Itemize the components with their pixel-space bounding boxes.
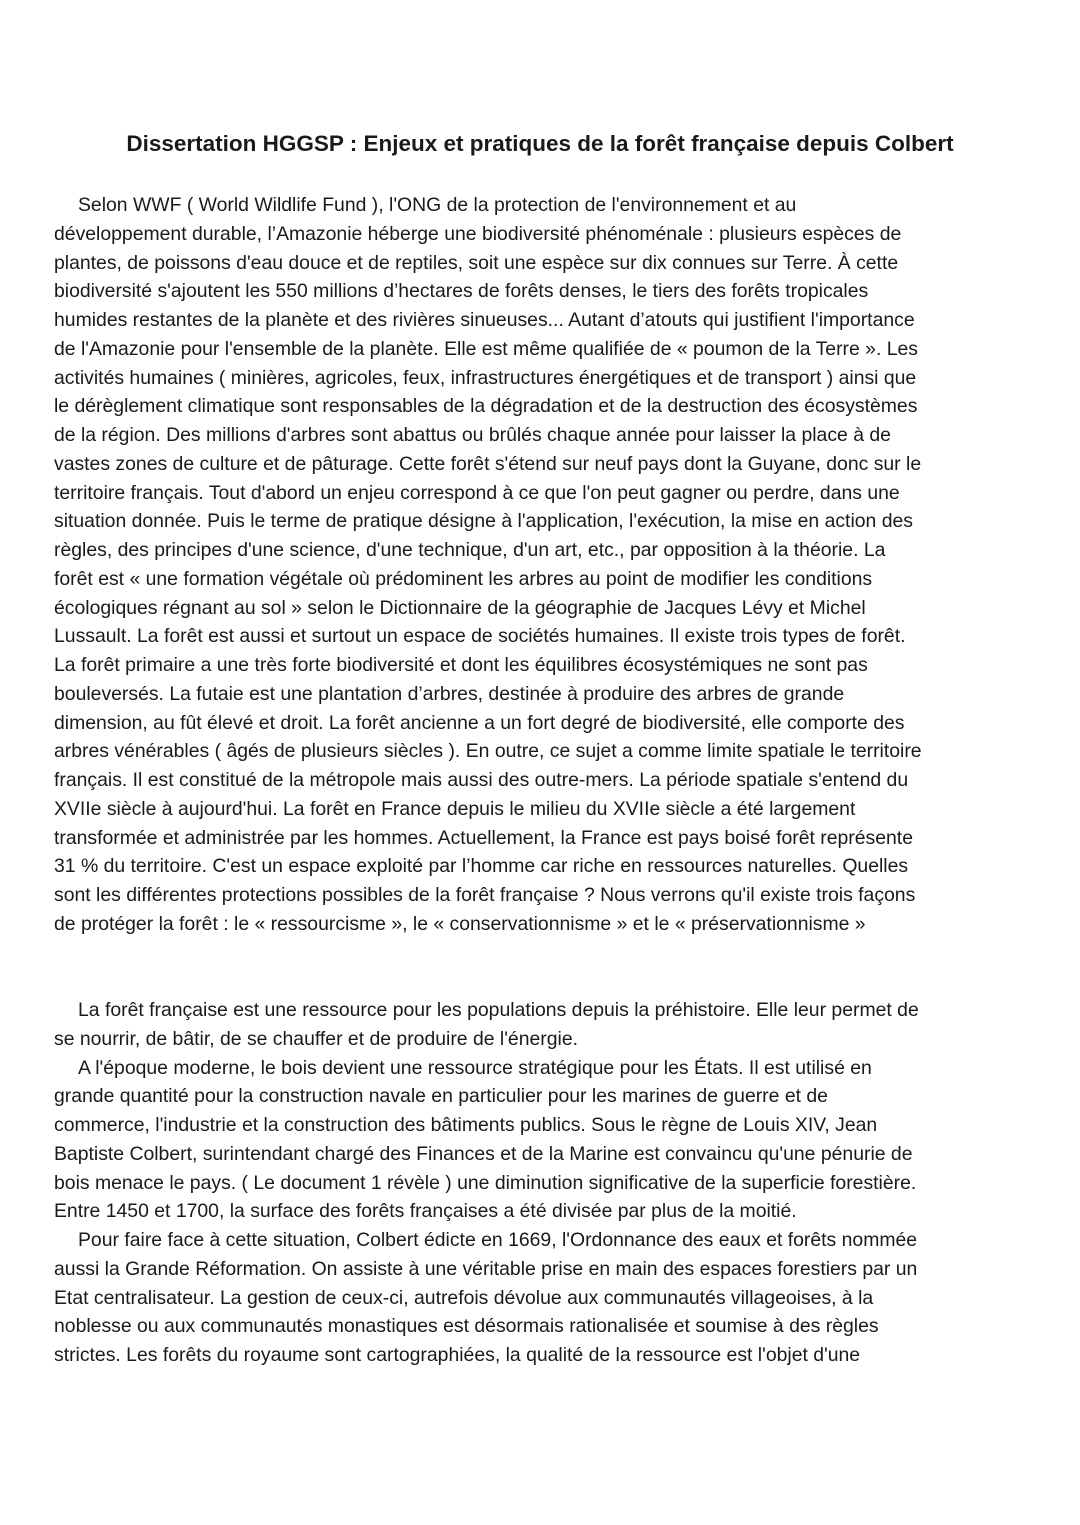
text-line: Entre 1450 et 1700, la surface des forêts françaises a été divisée par plus de la moitié. bbox=[54, 1200, 797, 1222]
text-line: le dérèglement climatique sont responsables de la dégradation et de la destruction des écosystèmes bbox=[54, 395, 918, 417]
text-line: A l'époque moderne, le bois devient une ressource stratégique pour les États. Il est utilisé en bbox=[78, 1057, 872, 1079]
text-line: bouleversés. La futaie est une plantation d’arbres, destinée à produire des arbres de grande bbox=[54, 683, 845, 705]
text-line: sont les différentes protections possibles de la forêt française ? Nous verrons qu'il existe trois façons bbox=[54, 884, 916, 906]
text-line: forêt est « une formation végétale où prédominent les arbres au point de modifier les conditions bbox=[54, 568, 873, 590]
text-line: activités humaines ( minières, agricoles, feux, infrastructures énergétiques et de transport ) ainsi que bbox=[54, 367, 917, 389]
text-line: transformée et administrée par les hommes. Actuellement, la France est pays boisé forêt représente bbox=[54, 827, 913, 849]
text-line: Baptiste Colbert, surintendant chargé des Finances et de la Marine est convaincu qu'une pénurie de bbox=[54, 1143, 913, 1165]
text-line: arbres vénérables ( âgés de plusieurs siècles ). En outre, ce sujet a comme limite spatiale le territoire bbox=[54, 740, 922, 762]
text-line: Selon WWF ( World Wildlife Fund ), l'ONG de la protection de l'environnement et au bbox=[78, 194, 797, 216]
text-line: territoire français. Tout d'abord un enjeu correspond à ce que l'on peut gagner ou perdre, dans une bbox=[54, 482, 900, 504]
document-title: Dissertation HGGSP : Enjeux et pratiques de la forêt française depuis Colbert bbox=[126, 131, 954, 156]
text-line: se nourrir, de bâtir, de se chauffer et de produire de l'énergie. bbox=[54, 1028, 578, 1050]
text-line: 31 % du territoire. C'est un espace exploité par l’homme car riche en ressources naturelles. Quelles bbox=[54, 855, 909, 877]
text-line: XVIIe siècle à aujourd'hui. La forêt en France depuis le milieu du XVIIe siècle a été largement bbox=[54, 798, 856, 820]
text-line: dimension, au fût élevé et droit. La forêt ancienne a un fort degré de biodiversité, elle comporte des bbox=[54, 712, 905, 734]
text-line: de protéger la forêt : le « ressourcisme », le « conservationnisme » et le « préservationnisme » bbox=[54, 913, 866, 935]
text-line: situation donnée. Puis le terme de pratique désigne à l'application, l'exécution, la mise en action des bbox=[54, 510, 913, 532]
text-line: bois menace le pays. ( Le document 1 révèle ) une diminution significative de la superficie forestière. bbox=[54, 1172, 917, 1194]
text-line: commerce, l'industrie et la construction des bâtiments publics. Sous le règne de Louis XIV, Jean bbox=[54, 1114, 878, 1136]
text-line: noblesse ou aux communautés monastiques est désormais rationalisée et soumise à des règles bbox=[54, 1315, 879, 1337]
text-line: Pour faire face à cette situation, Colbert édicte en 1669, l'Ordonnance des eaux et forêts nommée bbox=[78, 1229, 918, 1251]
text-line: aussi la Grande Réformation. On assiste à une véritable prise en main des espaces forestiers par un bbox=[54, 1258, 918, 1280]
text-line: La forêt primaire a une très forte biodiversité et dont les équilibres écosystémiques ne sont pas bbox=[54, 654, 868, 676]
text-line: Etat centralisateur. La gestion de ceux-ci, autrefois dévolue aux communautés villageoises, à la bbox=[54, 1287, 874, 1309]
text-line: écologiques régnant au sol » selon le Dictionnaire de la géographie de Jacques Lévy et Michel bbox=[54, 597, 866, 619]
text-line: biodiversité s'ajoutent les 550 millions d’hectares de forêts denses, le tiers des forêts tropicales bbox=[54, 280, 869, 302]
text-line: de l'Amazonie pour l'ensemble de la planète. Elle est même qualifiée de « poumon de la Terre ». Les bbox=[54, 338, 918, 360]
text-line: français. Il est constitué de la métropole mais aussi des outre-mers. La période spatiale s'entend du bbox=[54, 769, 909, 791]
text-line: de la région. Des millions d'arbres sont abattus ou brûlés chaque année pour laisser la place à de bbox=[54, 424, 891, 446]
text-line: développement durable, l’Amazonie héberge une biodiversité phénoménale : plusieurs espèces de bbox=[54, 223, 902, 245]
text-line: Lussault. La forêt est aussi et surtout un espace de sociétés humaines. Il existe trois types de forêt. bbox=[54, 625, 906, 647]
text-line: grande quantité pour la construction navale en particulier pour les marines de guerre et de bbox=[54, 1085, 828, 1107]
text-line: règles, des principes d'une science, d'une technique, d'un art, etc., par opposition à la théorie. La bbox=[54, 539, 886, 561]
text-line: strictes. Les forêts du royaume sont cartographiées, la qualité de la ressource est l'objet d'une bbox=[54, 1344, 861, 1366]
text-line: humides restantes de la planète et des rivières sinueuses... Autant d’atouts qui justifient l'importance bbox=[54, 309, 915, 331]
text-line: plantes, de poissons d'eau douce et de reptiles, soit une espèce sur dix connues sur Terre. À cette bbox=[54, 252, 899, 274]
text-line: vastes zones de culture et de pâturage. Cette forêt s'étend sur neuf pays dont la Guyane, donc sur le bbox=[54, 453, 922, 475]
text-line: La forêt française est une ressource pour les populations depuis la préhistoire. Elle leur permet de bbox=[78, 999, 919, 1021]
